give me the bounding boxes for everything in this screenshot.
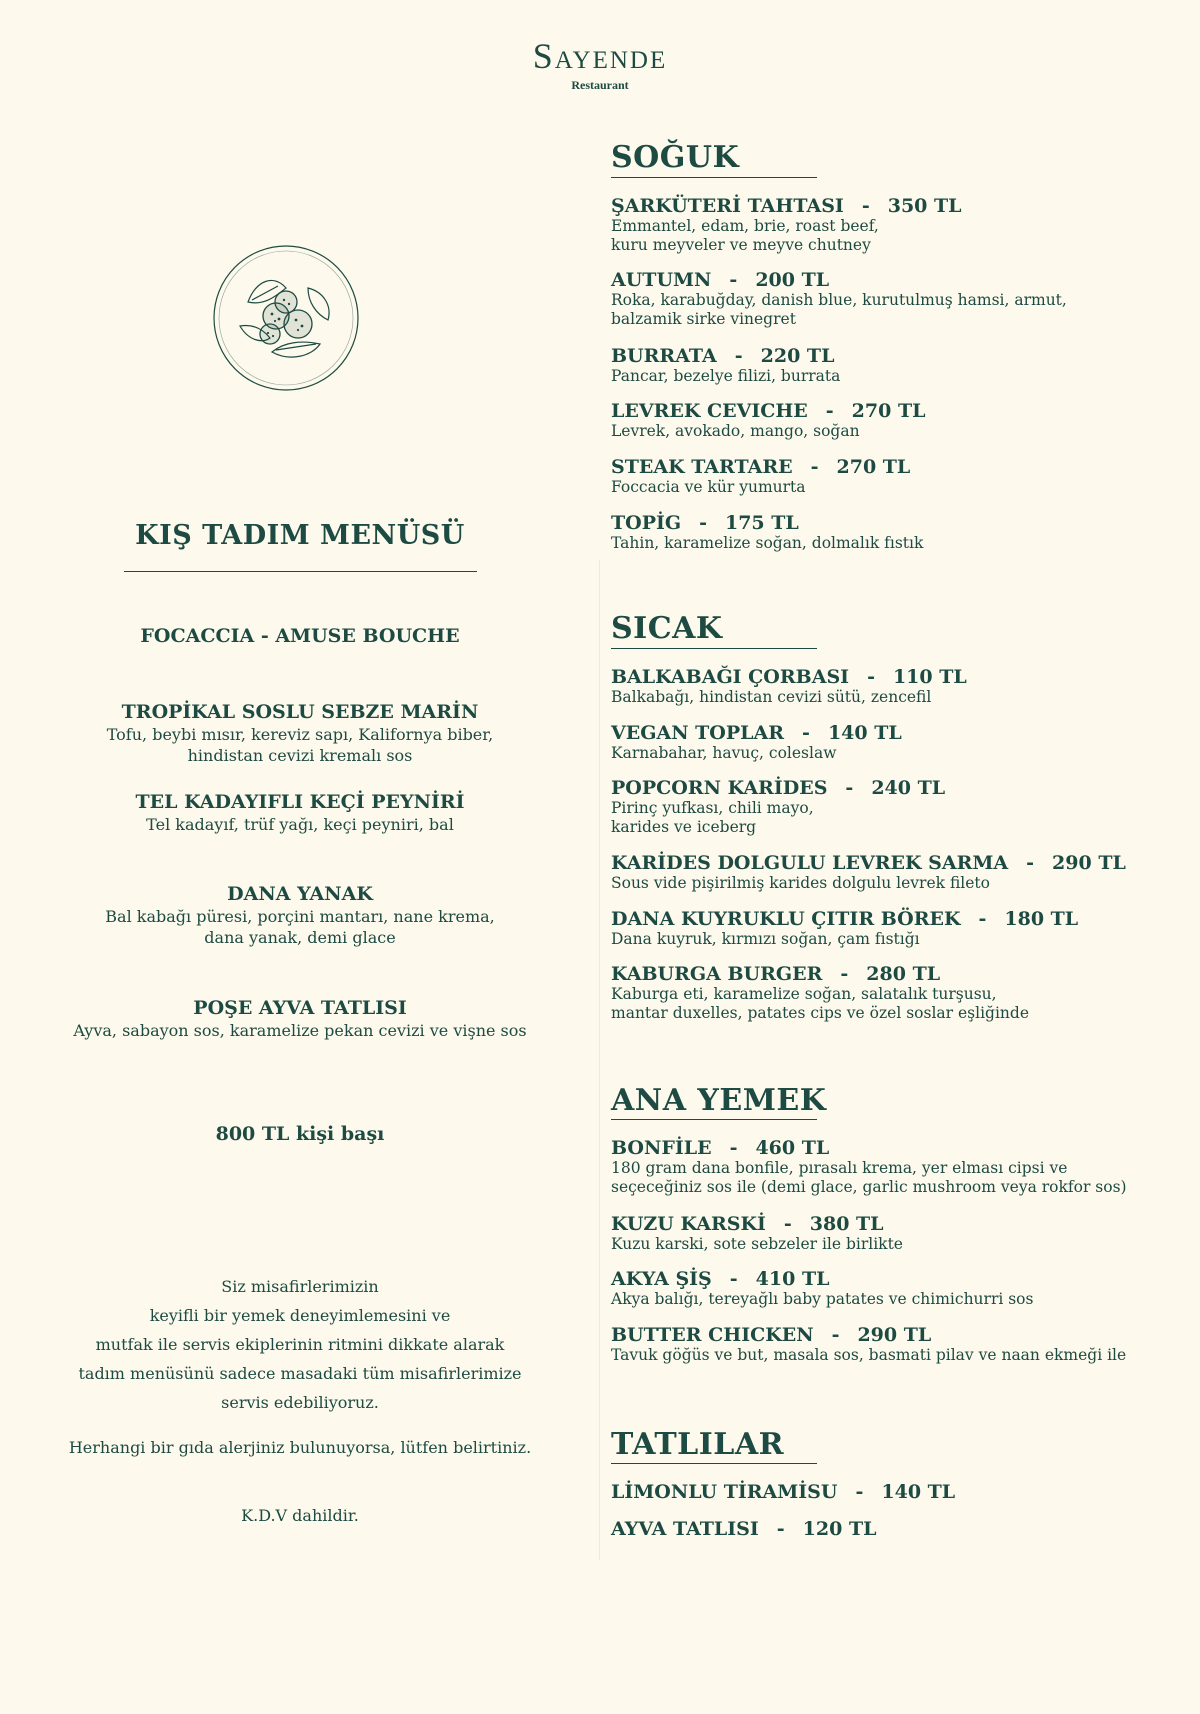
course-description: Bal kabağı püresi, porçini mantarı, nane krema, dana yanak, demi glace (105, 907, 495, 947)
menu-item-description: Sous vide pişirilmiş karides dolgulu levrek fileto (611, 874, 990, 892)
menu-item-name: AKYA ŞİŞ (611, 1268, 712, 1290)
allergy-note: Herhangi bir gıda alerjiniz bulunuyorsa, lütfen belirtiniz. (68, 1438, 532, 1457)
price-separator: - (831, 1324, 840, 1346)
menu-item-description: Roka, karabuğday, danish blue, kurutulmuş hamsi, armut, balzamik sirke vinegret (611, 291, 1067, 328)
menu-item-name: BONFİLE (611, 1137, 712, 1159)
price-separator: - (1026, 852, 1035, 874)
menu-item-price: 120 TL (802, 1518, 877, 1540)
menu-item-name: BUTTER CHICKEN (611, 1324, 814, 1346)
menu-item-price: 460 TL (755, 1137, 830, 1159)
menu-item-name: AYVA TATLISI (611, 1518, 759, 1540)
tasting-menu-price: 800 TL kişi başı (215, 1123, 385, 1145)
menu-item (611, 1324, 1191, 1365)
menu-item-description: Emmantel, edam, brie, roast beef, kuru meyveler ve meyve chutney (611, 217, 879, 254)
menu-item-description: 180 gram dana bonfile, pırasalı krema, yer elması cipsi ve seçeceğiniz sos ile (demi glace, garlic mushroom veya rokfor sos) (611, 1159, 1127, 1196)
menu-item-name: BURRATA (611, 345, 717, 367)
menu-item-heading (611, 1268, 1191, 1290)
menu-item-description: Kaburga eti, karamelize soğan, salatalık turşusu, mantar duxelles, patates cips ve özel soslar eşliğinde (611, 985, 1029, 1022)
menu-item-name: LEVREK CEVICHE (611, 400, 808, 422)
menu-item (611, 777, 1191, 837)
menu-item (611, 1213, 1191, 1254)
menu-item-name: BALKABAĞI ÇORBASI (611, 666, 850, 688)
menu-item-name: STEAK TARTARE (611, 456, 793, 478)
course-name: POŞE AYVA TATLISI (193, 997, 407, 1019)
price-separator: - (845, 777, 854, 799)
menu-item-heading (611, 1137, 1191, 1159)
course-description: Tel kadayıf, trüf yağı, keçi peyniri, bal (146, 815, 454, 834)
price-separator: - (802, 722, 810, 744)
menu-item-description: Akya balığı, tereyağlı baby patates ve chimichurri sos (611, 1290, 1034, 1308)
menu-item-name: KUZU KARSKİ (611, 1213, 766, 1235)
section-title: TATLILAR (611, 1427, 785, 1462)
menu-item-price: 270 TL (836, 456, 911, 478)
menu-item-heading (611, 1324, 1191, 1346)
menu-item-heading (611, 512, 1191, 534)
menu-item (611, 345, 1191, 386)
menu-item-price: 350 TL (887, 195, 962, 217)
menu-item-heading (611, 195, 1191, 217)
menu-item (611, 512, 1191, 553)
menu-item (611, 852, 1191, 893)
menu-item-price: 240 TL (871, 777, 946, 799)
menu-item-description: Balkabağı, hindistan cevizi sütü, zencefil (611, 688, 932, 706)
course-item (40, 790, 560, 835)
price-separator: - (861, 195, 870, 217)
brand-name: Sayende (532, 36, 668, 76)
menu-item-name: ŞARKÜTERİ TAHTASI (611, 195, 844, 217)
course-name: TROPİKAL SOSLU SEBZE MARİN (121, 701, 479, 723)
section-rule (611, 648, 817, 649)
menu-item-name: POPCORN KARİDES (611, 777, 828, 799)
price-separator: - (783, 1213, 792, 1235)
menu-item (611, 722, 1191, 763)
menu-item (611, 1137, 1191, 1197)
course-item (40, 700, 560, 766)
menu-item-heading (611, 269, 1191, 291)
menu-item-description: Tahin, karamelize soğan, dolmalık fıstık (611, 534, 924, 552)
menu-item-price: 290 TL (1052, 852, 1126, 874)
course-name: DANA YANAK (227, 883, 373, 905)
menu-item-heading (611, 1518, 1191, 1540)
price-separator: - (729, 1137, 738, 1159)
menu-item-price: 280 TL (866, 963, 941, 985)
menu-item-heading (611, 345, 1191, 367)
menu-item-heading (611, 1481, 1191, 1503)
menu-item-name: TOPİG (611, 512, 682, 534)
price-separator: - (729, 1268, 738, 1290)
menu-item-description: Kuzu karski, sote sebzeler ile birlikte (611, 1235, 903, 1253)
tasting-title-rule (124, 571, 477, 572)
price-separator: - (840, 963, 849, 985)
section-title: SOĞUK (611, 140, 740, 175)
price-separator: - (810, 456, 819, 478)
menu-item-price: 290 TL (857, 1324, 932, 1346)
menu-item-price: 110 TL (892, 666, 967, 688)
menu-item (611, 666, 1191, 707)
course-description: Tofu, beybi mısır, kereviz sapı, Kalifornya biber, hindistan cevizi kremalı sos (106, 725, 494, 765)
menu-item-price: 200 TL (755, 269, 830, 291)
menu-item-price: 410 TL (755, 1268, 830, 1290)
course-name: FOCACCIA - AMUSE BOUCHE (140, 625, 460, 647)
brand-subtitle: Restaurant (571, 78, 629, 92)
course-item (40, 624, 560, 648)
menu-item-description: Pancar, bezelye filizi, burrata (611, 367, 841, 385)
section-rule (611, 1119, 817, 1120)
menu-item-heading (611, 456, 1191, 478)
service-note: Siz misafirlerimizin keyifli bir yemek deneyimlemesini ve mutfak ile servis ekiplerinin ritmini dikkate alarak tadım menüsünü sadece masadaki tüm misafirlerimize servis edebiliyoruz. (78, 1277, 522, 1412)
menu-item-description: Tavuk göğüs ve but, masala sos, basmati pilav ve naan ekmeği ile (611, 1346, 1127, 1364)
course-description: Ayva, sabayon sos, karamelize pekan cevizi ve vişne sos (73, 1021, 527, 1040)
section-title: ANA YEMEK (611, 1083, 827, 1118)
menu-item (611, 269, 1191, 329)
menu-item-heading (611, 963, 1191, 985)
price-separator: - (867, 666, 875, 688)
menu-item (611, 456, 1191, 497)
menu-item-name: LİMONLU TİRAMİSU (611, 1481, 838, 1503)
menu-item-heading (611, 908, 1191, 930)
menu-item (611, 1268, 1191, 1309)
section-rule (611, 177, 817, 178)
menu-item-description: Karnabahar, havuç, coleslaw (611, 744, 837, 762)
price-separator: - (776, 1518, 785, 1540)
course-item (40, 996, 560, 1041)
price-separator: - (978, 908, 987, 930)
menu-item-price: 140 TL (881, 1481, 956, 1503)
tasting-menu-title: KIŞ TADIM MENÜSÜ (135, 520, 465, 551)
menu-item-price: 270 TL (851, 400, 926, 422)
menu-item-heading (611, 400, 1191, 422)
menu-item-price: 175 TL (724, 512, 799, 534)
vat-note: K.D.V dahildir. (241, 1506, 359, 1525)
menu-item-price: 140 TL (827, 722, 902, 744)
section-title: SICAK (611, 611, 723, 646)
menu-item-heading (611, 722, 1191, 744)
menu-item-heading (611, 666, 1191, 688)
menu-item-description: Pirinç yufkası, chili mayo, karides ve iceberg (611, 799, 814, 836)
price-separator: - (825, 400, 834, 422)
price-separator: - (699, 512, 707, 534)
dish-illustration-icon (212, 244, 360, 392)
brand-header (0, 38, 1200, 93)
price-separator: - (734, 345, 743, 367)
menu-item-name: VEGAN TOPLAR (611, 722, 785, 744)
menu-item (611, 195, 1191, 255)
menu-item-name: DANA KUYRUKLU ÇITIR BÖREK (611, 908, 961, 930)
menu-item-name: KARİDES DOLGULU LEVREK SARMA (611, 852, 1009, 874)
course-name: TEL KADAYIFLI KEÇİ PEYNİRİ (135, 791, 465, 813)
menu-item-heading (611, 1213, 1191, 1235)
menu-item-description: Foccacia ve kür yumurta (611, 478, 806, 496)
menu-item-price: 380 TL (809, 1213, 884, 1235)
course-item (40, 882, 560, 948)
menu-item-price: 220 TL (760, 345, 835, 367)
menu-item (611, 908, 1191, 949)
price-separator: - (855, 1481, 864, 1503)
menu-item (611, 1518, 1191, 1540)
menu-item-heading (611, 777, 1191, 799)
menu-item-name: AUTUMN (611, 269, 712, 291)
menu-item-name: KABURGA BURGER (611, 963, 823, 985)
menu-item-price: 180 TL (1004, 908, 1079, 930)
menu-item-heading (611, 852, 1191, 874)
menu-item (611, 400, 1191, 441)
menu-item (611, 1481, 1191, 1503)
section-rule (611, 1463, 817, 1464)
menu-item-description: Dana kuyruk, kırmızı soğan, çam fıstığı (611, 930, 920, 948)
price-separator: - (729, 269, 738, 291)
column-divider (599, 560, 600, 1560)
menu-item-description: Levrek, avokado, mango, soğan (611, 422, 860, 440)
menu-item (611, 963, 1191, 1023)
